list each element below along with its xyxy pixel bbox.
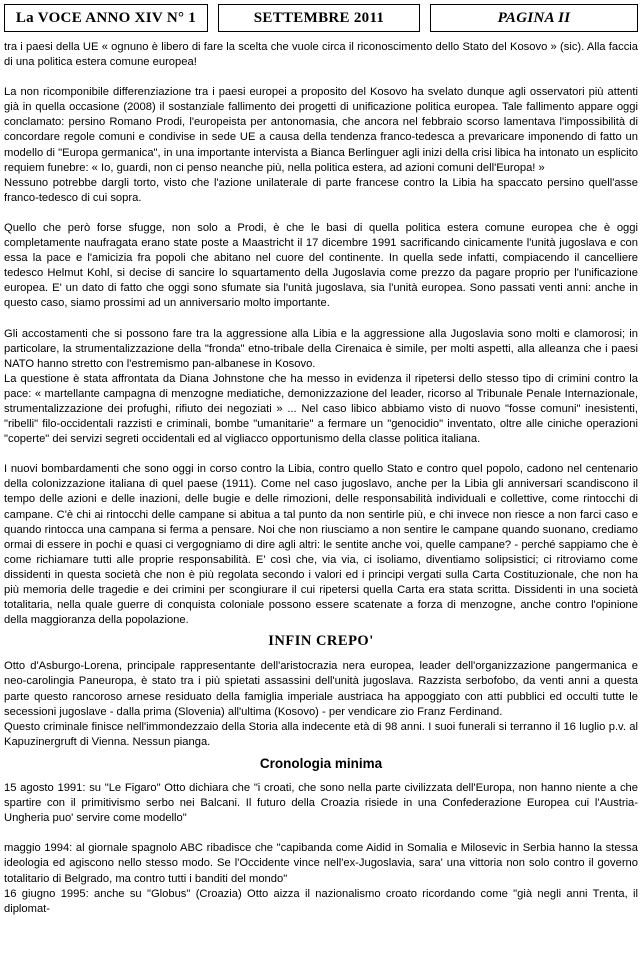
chronology-entry: 16 giugno 1995: anche su "Globus" (Croazia) Otto aizza il nazionalismo croato ricordando come "già negli anni Trenta, il diplomat-	[4, 887, 638, 915]
chronology-entry: maggio 1994: al giornale spagnolo ABC ribadisce che "capibanda come Aidid in Somalia e Milosevic in Serbia hanno la stessa ideologia ed agiscono nello stesso modo. Se l'Occidente vince nell'ex-Jugoslavia, sara' una vittoria non solo contro il governo totalitario di Belgrado, ma contro tutti i banditi del mondo"	[4, 842, 638, 885]
section-title: INFIN CREPO'	[268, 633, 374, 650]
paragraph: I nuovi bombardamenti che sono oggi in corso contro la Libia, contro quello Stato e contro quel popolo, cadono nel centenario della colonizzazione italiana di quel paese (1911). Come nel caso jugoslavo, anche per la Libia gli anniversari scandiscono il tempo delle azioni e delle inazioni, delle bugie e delle rimozioni, delle responsabilità individuali e collettive, come rintocchi di campane. C'è chi ai rintocchi delle campane si abitua a tal punto da non sentirle più, e chi invece non riesce a non farci caso e quando rintocca una campana si ferma a pensare. Noi che non riusciamo a non sentire le campane quando suonano, crediamo ormai di essere in pochi e quasi ci vergogniamo di dire agli altri: le sentite anche voi, quelle campane? - perché sappiamo che è come richiamare tutti alle proprie responsabilità. E' così che, via via, ci isoliamo, diventiamo solipsistici; ci ritroviamo come dissidenti in questa società che non è più regolata secondo i valori ed i principi vergati sulla Carta Costituzionale, che non ha più memoria delle tragedie e dei crimini per scongiurare il cui ripetersi quella Carta era stata scritta. Dissidenti in una società totalitaria, nella quale guerre di conquista coloniale possono essere scatenate a forza di menzogne, anche contro l'opinione della maggioranza della popolazione.	[4, 463, 638, 627]
page-box	[430, 4, 638, 32]
section-title: Cronologia minima	[259, 755, 383, 771]
paragraph: La non ricomponibile differenziazione tra i paesi europei a proposito del Kosovo ha svelato dunque agli osservatori più attenti già in quella occasione (2008) il sostanziale fallimento dei progetti di unificazione politica europea. Tale fallimento appare oggi conclamato: persino Romano Prodi, l'europeista per antonomasia, che ancora nel febbraio scorso lamentava l'impossibilità di concordare regole comuni e condivise in sede UE a causa della tendenza franco-tedesca a prevaricare imponendo di fatto un modello di "Europa germanica", in una importante intervista a Bianca Berlinguer agli inizi della crisi libica ha intonato un esplicito requiem funebre: « Io, guardi, non ci penso neanche più, nella politica estera, ad azioni comuni dell'Europa! »	[4, 86, 638, 174]
article-body	[4, 40, 638, 917]
paragraph: Questo criminale finisce nell'immondezzaio della Storia alla indecente età di 98 anni. I suoi funerali si terranno il 16 luglio p.v. al Kapuzinergruft di Vienna. Nessun pianga.	[4, 720, 638, 748]
paragraph: Nessuno potrebbe dargli torto, visto che l'azione unilaterale di parte francese contro la Libia ha spaccato persino quell'asse franco-tedesco di cui sopra.	[4, 176, 638, 204]
page-label: PAGINA II	[497, 9, 571, 26]
paragraph: Quello che però forse sfugge, non solo a Prodi, è che le basi di quella politica estera comune europea che è oggi completamente naufragata erano state poste a Maastricht il 17 dicembre 1991 sacrificando cinicamente l'unità jugoslava e con essa la pace e l'amicizia fra popoli che abitano nel cuore del continente. In quella sede infatti, compiacendo il cancelliere tedesco Helmut Kohl, si decise di sancire lo squartamento della Jugoslavia come prezzo da pagare proprio per l'unificazione europea. E' un dato di fatto che oggi sono sfumate sia l'unità jugoslava, sia l'unità europea. Sono passati venti anni: anche in questo caso, siamo prossimi ad un anniversario molto importante.	[4, 221, 638, 310]
issue-box	[4, 4, 208, 32]
paragraph: La questione è stata affrontata da Diana Johnstone che ha messo in evidenza il ripetersi dello stesso tipo di crimini contro la pace: « martellante campagna di menzogne mediatiche, demonizzazione del leader, ricorso al Tribunale Penale Internazionale, strumentalizzazione dei profughi, rifiuto dei negoziati » ... Nel caso libico abbiamo visto di nuovo "fosse comuni" inesistenti, "ribelli" filo-occidentali razzisti e criminali, bombe "umanitarie" a fermare un "genocidio" inventato, oltre alle ciniche operazioni "coperte" dei servizi segreti occidentali ed al vigliacco opportunismo della classe politica italiana.	[4, 372, 638, 446]
date-label: SETTEMBRE 2011	[253, 9, 385, 26]
chronology-entry: 15 agosto 1991: su "Le Figaro" Otto dichiara che "i croati, che sono nella parte civilizzata dell'Europa, non hanno niente a che spartire con il primitivismo serbo nei Balcani. Il futuro della Croazia risiede in una Confederazione Europea cui l'Austria-Ungheria puo' servire come modello"	[4, 782, 638, 825]
issue-label: La VOCE ANNO XIV N° 1	[15, 9, 197, 26]
date-box	[218, 4, 420, 32]
paragraph: tra i paesi della UE « ognuno è libero di fare la scelta che vuole circa il riconoscimento dello Stato del Kosovo » (sic). Alla faccia di una politica estera comune europea!	[4, 41, 638, 69]
paragraph: Otto d'Asburgo-Lorena, principale rappresentante dell'aristocrazia nera europea, leader dell'organizzazione pangermanica e neo-carolingia Paneuropa, è stato tra i più spietati assassini dell'unità jugoslava. Razzista serbofobo, da venti anni a questa parte questo rancoroso arnese residuato della famiglia imperiale austriaca ha appoggiato con atti pubblici ed occulti tutte le secessioni jugoslave - dalla prima (Slovenia) all'ultima (Kosovo) - per vendicare zio Franz Ferdinand.	[4, 660, 638, 718]
page-header	[4, 4, 638, 34]
paragraph: Gli accostamenti che si possono fare tra la aggressione alla Libia e la aggressione alla Jugoslavia sono molti e clamorosi; in particolare, la strumentalizzazione della "fronda" etno-tribale della Cirenaica è simile, per molti aspetti, alla alleanza che i paesi NATO hanno stretto con l'estremismo pan-albanese in Kosovo.	[4, 327, 638, 370]
